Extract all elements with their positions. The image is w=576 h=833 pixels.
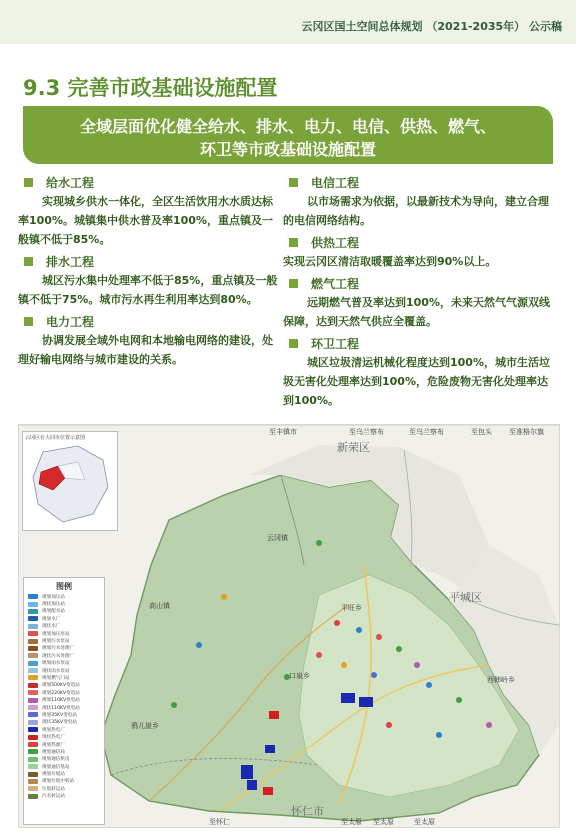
legend-item [24, 637, 104, 644]
legend-item [24, 704, 104, 711]
legend-symbol-icon [28, 772, 38, 777]
legend-label: 规划110KV变电站 [42, 698, 80, 704]
map-label: 平城区 [449, 591, 482, 604]
legend-symbol-icon [28, 616, 38, 621]
legend-symbol-icon [28, 712, 38, 717]
legend-item [24, 733, 104, 740]
legend-label: 规划500KV变电站 [42, 683, 80, 689]
legend-symbol-icon [28, 705, 38, 710]
banner-line-1: 全域层面优化健全给水、排水、电力、电信、供热、燃气、 [79, 117, 496, 136]
item-body: 城区污水集中处理率不低于85%，重点镇及一般镇不低于75%。城市污水再生利用率达到80%。 [18, 274, 278, 306]
map-label: 高山镇 [149, 602, 170, 610]
legend-item [24, 785, 104, 792]
item-sanitation [283, 333, 558, 412]
map-label: 平旺乡 [341, 604, 362, 612]
legend-symbol-icon [28, 602, 38, 607]
map-label: 至太原 [341, 818, 362, 826]
inset-graphic [23, 432, 117, 530]
legend-symbol-icon [28, 661, 38, 666]
item-title: 环卫工程 [311, 336, 360, 351]
legend-label: 现状加压站 [42, 602, 65, 608]
legend-label: 现状雨水泵站 [42, 668, 70, 674]
legend-symbol-icon [28, 594, 38, 599]
item-title: 电力工程 [46, 314, 95, 329]
legend-item [24, 719, 104, 726]
legend-item [24, 674, 104, 681]
legend-label: 垃圾转运站 [42, 786, 65, 792]
legend-label: 污水转运站 [42, 794, 65, 800]
legend-item [24, 770, 104, 777]
legend-item [24, 652, 104, 659]
legend-symbol-icon [28, 690, 38, 695]
left-column [18, 172, 280, 371]
map-legend [23, 577, 105, 825]
legend-label: 规划加压站 [42, 594, 65, 600]
legend-item [24, 793, 104, 800]
legend-item [24, 689, 104, 696]
item-drainage [18, 251, 280, 311]
legend-label: 规划220KV变电站 [42, 690, 80, 696]
legend-label: 规划通信机房 [42, 757, 70, 763]
location-inset-map [22, 431, 118, 531]
legend-label: 现状热电厂 [42, 735, 65, 741]
legend-symbol-icon [28, 779, 38, 784]
legend-item [24, 763, 104, 770]
map-label: 新荣区 [337, 441, 370, 454]
map-label: 鸦儿崖乡 [131, 722, 159, 730]
map-label: 至丰镇市 [269, 428, 297, 436]
legend-symbol-icon [28, 683, 38, 688]
map-label: 云冈镇 [267, 534, 288, 542]
legend-item [24, 660, 104, 667]
item-title: 排水工程 [46, 254, 95, 269]
section-title: 9.3 完善市政基础设施配置 [23, 76, 278, 100]
map-label: 至太原 [414, 818, 435, 826]
legend-label: 现状35KV变电站 [42, 720, 77, 726]
bullet-icon [289, 238, 298, 247]
summary-banner [23, 106, 553, 164]
item-gas [283, 273, 558, 333]
legend-symbol-icon [28, 609, 38, 614]
legend-item [24, 778, 104, 785]
legend-symbol-icon [28, 757, 38, 762]
item-title: 给水工程 [46, 175, 95, 190]
legend-label: 规划垃圾站 [42, 772, 65, 778]
legend-item [24, 600, 104, 607]
legend-item [24, 711, 104, 718]
legend-label: 规划热电厂 [42, 727, 65, 733]
legend-symbol-icon [28, 624, 38, 629]
legend-symbol-icon [28, 653, 38, 658]
legend-symbol-icon [28, 735, 38, 740]
bullet-icon [24, 257, 33, 266]
item-power [18, 311, 280, 371]
legend-symbol-icon [28, 639, 38, 644]
legend-symbol-icon [28, 720, 38, 725]
legend-title: 图例 [56, 582, 72, 591]
item-water-supply [18, 172, 280, 251]
legend-label: 规划水厂 [42, 616, 61, 622]
legend-list [24, 593, 104, 800]
legend-item [24, 667, 104, 674]
legend-item [24, 682, 104, 689]
legend-item [24, 630, 104, 637]
bullet-icon [289, 339, 298, 348]
item-body: 以市场需求为依据，以最新技术为导向，建立合理的电信网络结构。 [283, 195, 549, 227]
legend-label: 规划垃圾中转站 [42, 779, 75, 785]
map-label: 至太原 [373, 818, 394, 826]
legend-label: 规划燃气门站 [42, 675, 70, 681]
legend-symbol-icon [28, 794, 38, 799]
bullet-icon [289, 178, 298, 187]
legend-symbol-icon [28, 646, 38, 651]
right-column [283, 172, 558, 412]
legend-item [24, 593, 104, 600]
map-label: 至乌兰察布 [409, 428, 444, 436]
legend-label: 现状污水处理厂 [42, 653, 75, 659]
legend-label: 规划35KV变电站 [42, 712, 77, 718]
item-body: 城区垃圾清运机械化程度达到100%，城市生活垃圾无害化处理率达到100%，危险废物无害化处理率达到100%。 [283, 356, 550, 407]
legend-label: 规划污水泵站 [42, 639, 70, 645]
item-title: 电信工程 [311, 175, 360, 190]
map-label: 至怀仁 [209, 818, 230, 826]
infrastructure-map [18, 424, 560, 828]
item-title: 燃气工程 [311, 276, 360, 291]
legend-item [24, 623, 104, 630]
legend-symbol-icon [28, 675, 38, 680]
item-heating [283, 232, 558, 273]
item-body: 实现城乡供水一体化，全区生活饮用水水质达标率100%。城镇集中供水普及率100%，重点镇及一般镇不低于85%。 [18, 195, 273, 246]
map-label: 怀仁市 [291, 805, 324, 818]
legend-symbol-icon [28, 668, 38, 673]
legend-item [24, 756, 104, 763]
legend-label: 规划通信基站 [42, 764, 70, 770]
legend-symbol-icon [28, 786, 38, 791]
item-body: 实现云冈区清洁取暖覆盖率达到90%以上。 [283, 255, 497, 268]
legend-item [24, 726, 104, 733]
legend-label: 规划雨水泵站 [42, 661, 70, 667]
map-label: 口泉乡 [289, 672, 310, 680]
legend-item [24, 645, 104, 652]
map-label: 至包头 [471, 428, 492, 436]
legend-label: 规划热源厂 [42, 742, 65, 748]
legend-symbol-icon [28, 742, 38, 747]
bullet-icon [289, 279, 298, 288]
map-label: 西韩岭乡 [487, 676, 515, 684]
map-label: 至准格尔旗 [509, 428, 544, 436]
legend-symbol-icon [28, 764, 38, 769]
legend-label: 规划配水站 [42, 609, 65, 615]
legend-label: 规划加压泵站 [42, 631, 70, 637]
bullet-icon [24, 178, 33, 187]
legend-symbol-icon [28, 727, 38, 732]
map-label: 至乌兰察布 [349, 428, 384, 436]
legend-item [24, 696, 104, 703]
item-title: 供热工程 [311, 235, 360, 250]
legend-symbol-icon [28, 698, 38, 703]
legend-label: 现状水厂 [42, 624, 61, 630]
legend-item [24, 615, 104, 622]
item-telecom [283, 172, 558, 232]
bullet-icon [24, 317, 33, 326]
legend-label: 现状110KV变电站 [42, 705, 80, 711]
banner-line-2: 环卫等市政基础设施配置 [199, 140, 376, 159]
legend-item [24, 748, 104, 755]
legend-label: 规划污水处理厂 [42, 646, 75, 652]
inset-title: 云冈区在大同市位置示意图 [25, 435, 86, 441]
legend-item [24, 741, 104, 748]
item-body: 远期燃气普及率达到100%，未来天然气气源双线保障，达到天然气供应全覆盖。 [283, 296, 550, 328]
item-body: 协调发展全域外电网和本地输电网络的建设，处理好输电网络与城市建设的关系。 [18, 334, 273, 366]
legend-item [24, 608, 104, 615]
document-header: 云冈区国土空间总体规划 （2021-2035年） 公示稿 [301, 20, 562, 33]
legend-symbol-icon [28, 749, 38, 754]
legend-label: 规划通信局 [42, 749, 65, 755]
legend-symbol-icon [28, 631, 38, 636]
